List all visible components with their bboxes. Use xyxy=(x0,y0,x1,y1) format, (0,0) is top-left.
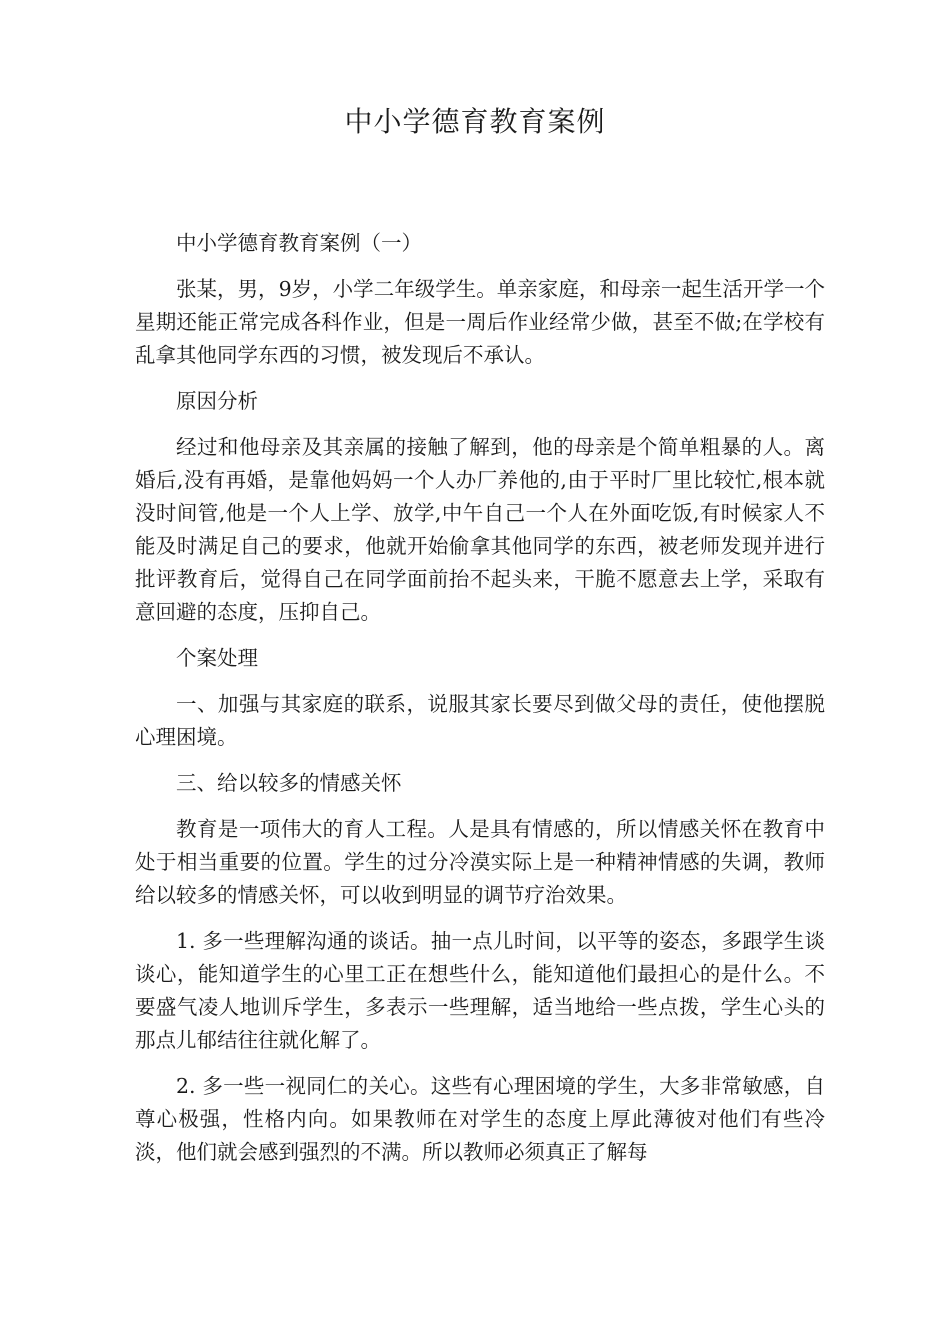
case-handling-heading: 个案处理 xyxy=(176,646,258,670)
cause-analysis-heading: 原因分析 xyxy=(176,389,258,413)
emotional-care-heading: 三、给以较多的情感关怀 xyxy=(176,771,402,795)
cause-analysis-paragraph: 经过和他母亲及其亲属的接触了解到，他的母亲是个简单粗暴的人。离婚后,没有再婚，是靠他妈妈一个人办厂养他的,由于平时厂里比较忙,根本就没时间管,他是一个人上学、放学,中午自己一个人在外面吃饭,有时候家人不能及时满足自己的要求，他就开始偷拿其他同学的东西，被老师发现并进行批评教育后，觉得自己在同学面前抬不起头来，干脆不愿意去上学，采取有意回避的态度，压抑自己。 xyxy=(135,435,825,624)
document-body xyxy=(135,227,825,1182)
case-heading: 中小学德育教育案例（一） xyxy=(176,231,422,255)
point-two-paragraph: 2. 多一些一视同仁的关心。这些有心理困境的学生，大多非常敏感，自尊心极强，性格内向。如果教师在对学生的态度上厚此薄彼对他们有些冷淡，他们就会感到强烈的不满。所以教师必须真正了解每 xyxy=(135,1074,825,1164)
document-title: 中小学德育教育案例 xyxy=(344,105,606,138)
family-contact-paragraph: 一、加强与其家庭的联系，说服其家长要尽到做父母的责任，使他摆脱心理困境。 xyxy=(135,692,825,749)
emotional-care-paragraph: 教育是一项伟大的育人工程。人是具有情感的，所以情感关怀在教育中处于相当重要的位置。学生的过分冷漠实际上是一种精神情感的失调，教师给以较多的情感关怀，可以收到明显的调节疗治效果。 xyxy=(135,817,825,907)
case-description-paragraph: 张某，男，9岁，小学二年级学生。单亲家庭，和母亲一起生活开学一个星期还能正常完成各科作业，但是一周后作业经常少做，甚至不做;在学校有乱拿其他同学东西的习惯，被发现后不承认。 xyxy=(135,277,825,367)
point-one-paragraph: 1. 多一些理解沟通的谈话。抽一点儿时间，以平等的姿态，多跟学生谈谈心，能知道学生的心里工正在想些什么，能知道他们最担心的是什么。不要盛气凌人地训斥学生，多表示一些理解，适当地给一些点拨，学生心头的那点儿郁结往往就化解了。 xyxy=(135,929,825,1052)
